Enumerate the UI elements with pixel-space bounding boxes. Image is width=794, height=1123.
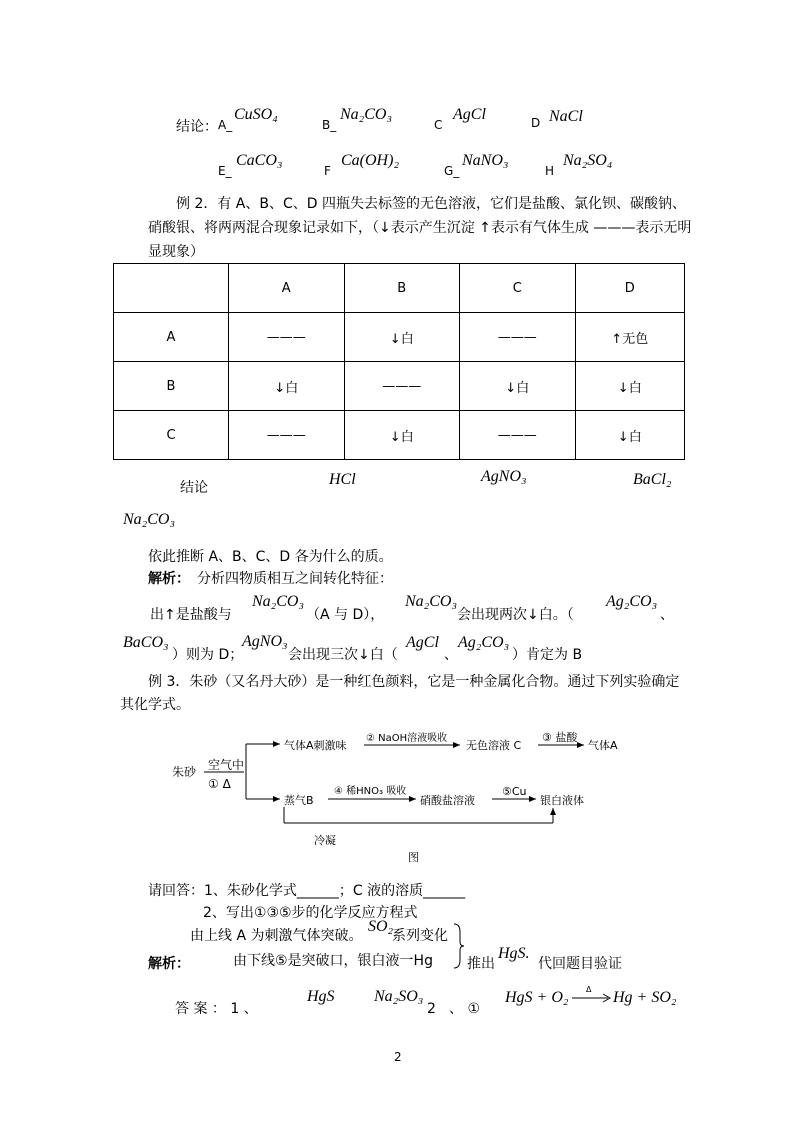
analysis-line1-formula: SO₂ [368, 918, 394, 935]
analysis-b-formula3: AgCl [406, 634, 439, 651]
table-header-cell: C [460, 264, 576, 313]
table-cell: ↑无色 [575, 313, 685, 362]
table-row [114, 313, 685, 362]
formula-d: NaCl [549, 108, 583, 125]
table-cell: ↓白 [575, 411, 685, 460]
conclusion-formula-c: BaCl₂ [633, 471, 672, 488]
example3-line1: 例 3．朱砂（又名丹大砂）是一种红色颜料，它是一种金属化合物。通过下列实验确定 [148, 674, 680, 690]
step3-label: ③ 盐酸 [542, 731, 578, 744]
table-row [114, 362, 685, 411]
node-solution-c: 无色溶液 C [466, 739, 522, 752]
table-cell: ↓白 [229, 362, 345, 411]
analysis-a-formula2: Na₂CO₃ [405, 593, 458, 610]
letter-b: B_ [322, 118, 337, 132]
experiment-flow-diagram [160, 725, 640, 865]
table-header-cell: B [344, 264, 460, 313]
analysis-push-label: 推出 [467, 956, 495, 972]
answer-equation-left: HgS + O₂ [505, 989, 569, 1006]
table-cell: ——— [460, 313, 576, 362]
table-row [114, 411, 685, 460]
step2-label: ② NaOH溶液吸收 [366, 733, 448, 744]
answer-equation-right: Hg + SO₂ [613, 989, 677, 1006]
answer-separator: 、 ① [449, 1001, 481, 1017]
brace-icon [452, 922, 466, 970]
analysis-a-formula1: Na₂CO₃ [252, 593, 305, 610]
table-header-cell: D [575, 264, 685, 313]
analysis-b-formula4: Ag₂CO₃ [458, 634, 510, 651]
example3-line2: 其化学式。 [120, 697, 190, 713]
analysis-b-text2: 会出现三次↓白（ [288, 647, 398, 663]
condition-heat: ① Δ [208, 777, 231, 791]
example2-analysis-label: 解析： [148, 571, 190, 587]
letter-h: H [545, 164, 555, 178]
analysis-line1-b: 系列变化 [392, 928, 448, 944]
analysis-b-text3: 、 [444, 647, 458, 663]
example2-line1: 例 2．有 A、B、C、D 四瓶失去标签的无色溶液，它们是盐酸、氯化钡、碳酸钠、 [176, 196, 686, 212]
table-cell: ——— [460, 411, 576, 460]
letter-g: G_ [444, 164, 460, 178]
analysis-line2: 由下线⑤是突破口，银白液一Hg [233, 953, 433, 969]
answer-formula-2: Na₂SO₃ [374, 988, 424, 1005]
formula-c: AgCl [453, 106, 486, 123]
analysis-a-text4: 、 [660, 607, 674, 623]
example2-line2: 硝酸银、将两两混合现象记录如下，（↓表示产生沉淀 ↑表示有气体生成 ———表示无明 [148, 220, 692, 236]
table-row-label: C [114, 411, 229, 460]
letter-f: F [324, 164, 331, 178]
analysis-line1-a: 由上线 A 为刺激气体突破。 [190, 928, 363, 944]
example2-line3: 显现象） [148, 244, 204, 260]
analysis-a-formula3: Ag₂CO₃ [606, 593, 658, 610]
example3-analysis-label: 解析： [148, 956, 190, 972]
observation-table [113, 263, 685, 460]
answer-label: 答 案 ： 1 、 [175, 1001, 258, 1017]
table-cell: ——— [344, 362, 460, 411]
question-2: 2、写出①③⑤步的化学反应方程式 [203, 905, 418, 921]
table-cell: ↓白 [575, 362, 685, 411]
table-cell: ↓白 [344, 313, 460, 362]
table-cell: ↓白 [460, 362, 576, 411]
analysis-b-text4: ）肯定为 B [512, 647, 583, 663]
conclusion-label: 结论： [176, 119, 218, 135]
table-corner-cell [114, 264, 229, 313]
node-nitrate: 硝酸盐溶液 [420, 794, 475, 807]
condense-label: 冷凝 [314, 834, 336, 847]
analysis-a-text3: 会出现两次↓白。（ [457, 607, 574, 623]
node-vapor-b: 蒸气B [284, 794, 314, 807]
conclusion-formula-a: HCl [329, 471, 356, 488]
reaction-arrow-icon [572, 993, 612, 1003]
node-silver-liquid: 银白液体 [540, 794, 584, 807]
question-1: 请回答：1、朱砂化学式______；C 液的溶质______ [148, 883, 466, 899]
table-row-label: B [114, 362, 229, 411]
figure-caption: 图 [408, 851, 419, 864]
formula-b: Na₂CO₃ [340, 106, 393, 123]
analysis-b-formula2: AgNO₃ [242, 633, 288, 650]
analysis-push-text: 代回题目验证 [538, 956, 622, 972]
step5-label: ⑤Cu [502, 785, 527, 798]
example2-conclusion-label: 结论 [180, 480, 208, 496]
formula-a: CuSO₄ [234, 106, 278, 123]
analysis-a-text1: 出↑是盐酸与 [150, 607, 232, 623]
analysis-b-text1: ）则为 D； [172, 647, 244, 663]
table-row-label: A [114, 313, 229, 362]
node-gas-a-end: 气体A [588, 739, 618, 752]
example2-question: 依此推断 A、B、C、D 各为什么的质。 [148, 549, 393, 565]
letter-c: C [434, 118, 443, 132]
formula-f: Ca(OH)₂ [341, 152, 399, 169]
conclusion-formula-d: Na₂CO₃ [123, 511, 176, 528]
letter-a: A_ [218, 118, 233, 132]
page-number: 2 [394, 1050, 402, 1064]
answer-equation-condition: Δ [586, 985, 592, 994]
formula-h: Na₂SO₄ [563, 152, 613, 169]
node-gas-a: 气体A刺激味 [284, 739, 347, 752]
table-header-cell: A [229, 264, 345, 313]
answer-formula-1: HgS [307, 988, 335, 1005]
table-cell: ——— [229, 313, 345, 362]
example2-analysis-text: 分析四物质相互之间转化特征： [197, 571, 393, 587]
conclusion-formula-b: AgNO₃ [481, 468, 527, 485]
step4-label: ④ 稀HNO₃ 吸收 [334, 786, 407, 797]
condition-air: 空气中 [208, 758, 245, 772]
node-cinnabar: 朱砂 [172, 765, 197, 779]
answer-subscript: 2 [427, 1001, 436, 1017]
analysis-push-formula: HgS. [498, 945, 530, 962]
analysis-b-formula1: BaCO₃ [123, 634, 169, 651]
table-header-row [114, 264, 685, 313]
formula-g: NaNO₃ [462, 152, 509, 169]
table-cell: ↓白 [344, 411, 460, 460]
formula-e: CaCO₃ [236, 152, 283, 169]
analysis-a-text2: （A 与 D）， [306, 607, 385, 623]
letter-d: D [531, 116, 541, 130]
letter-e: E_ [218, 164, 232, 178]
table-cell: ——— [229, 411, 345, 460]
